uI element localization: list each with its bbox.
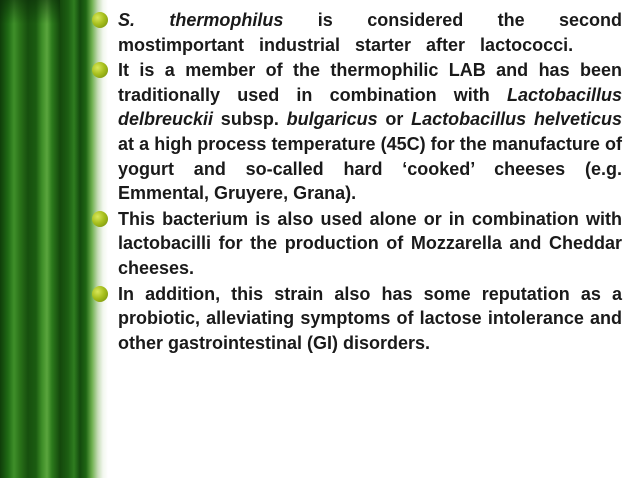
bullet-dot-icon (92, 286, 108, 302)
bullet-dot-icon (92, 211, 108, 227)
bullet-item (92, 207, 622, 281)
bullet-text: In addition, this strain also has some reputation as a probiotic, alleviating symptoms of lactose intolerance and other gastrointestinal (GI) disorders. (118, 283, 622, 353)
bullet-text: It is a member of the thermophilic LAB and has been traditionally used in combination with (118, 60, 622, 105)
bullet-text-italic: S. thermophilus (118, 10, 284, 30)
bullet-text: is considered the second mostimportant industrial starter after lactococci. (118, 10, 623, 55)
bullet-text-italic: Lactobacillus helveticus (411, 109, 622, 130)
bullet-text: at a high process temperature (45C) for the manufacture of yogurt and so-called hard ‘cooked’ cheeses (e.g. Emmental, Gruyere, Grana). (118, 133, 622, 204)
sidebar-corner-shade (0, 0, 60, 24)
bullet-item (92, 58, 622, 206)
bullet-text-italic: Lactobacillus delbreuckii (118, 84, 622, 130)
bullet-item (92, 282, 622, 356)
slide-content (92, 8, 622, 356)
bullet-text: This bacterium is also used alone or in combination with lactobacilli for the production of Mozzarella and Cheddar cheeses. (118, 208, 622, 278)
bullet-item (92, 8, 622, 57)
bullet-text-italic: bulgaricus (286, 109, 378, 130)
bullet-dot-icon (92, 62, 108, 78)
bullet-text: subsp. (213, 109, 287, 130)
bullet-text: or (377, 109, 412, 130)
bullet-dot-icon (92, 12, 108, 28)
